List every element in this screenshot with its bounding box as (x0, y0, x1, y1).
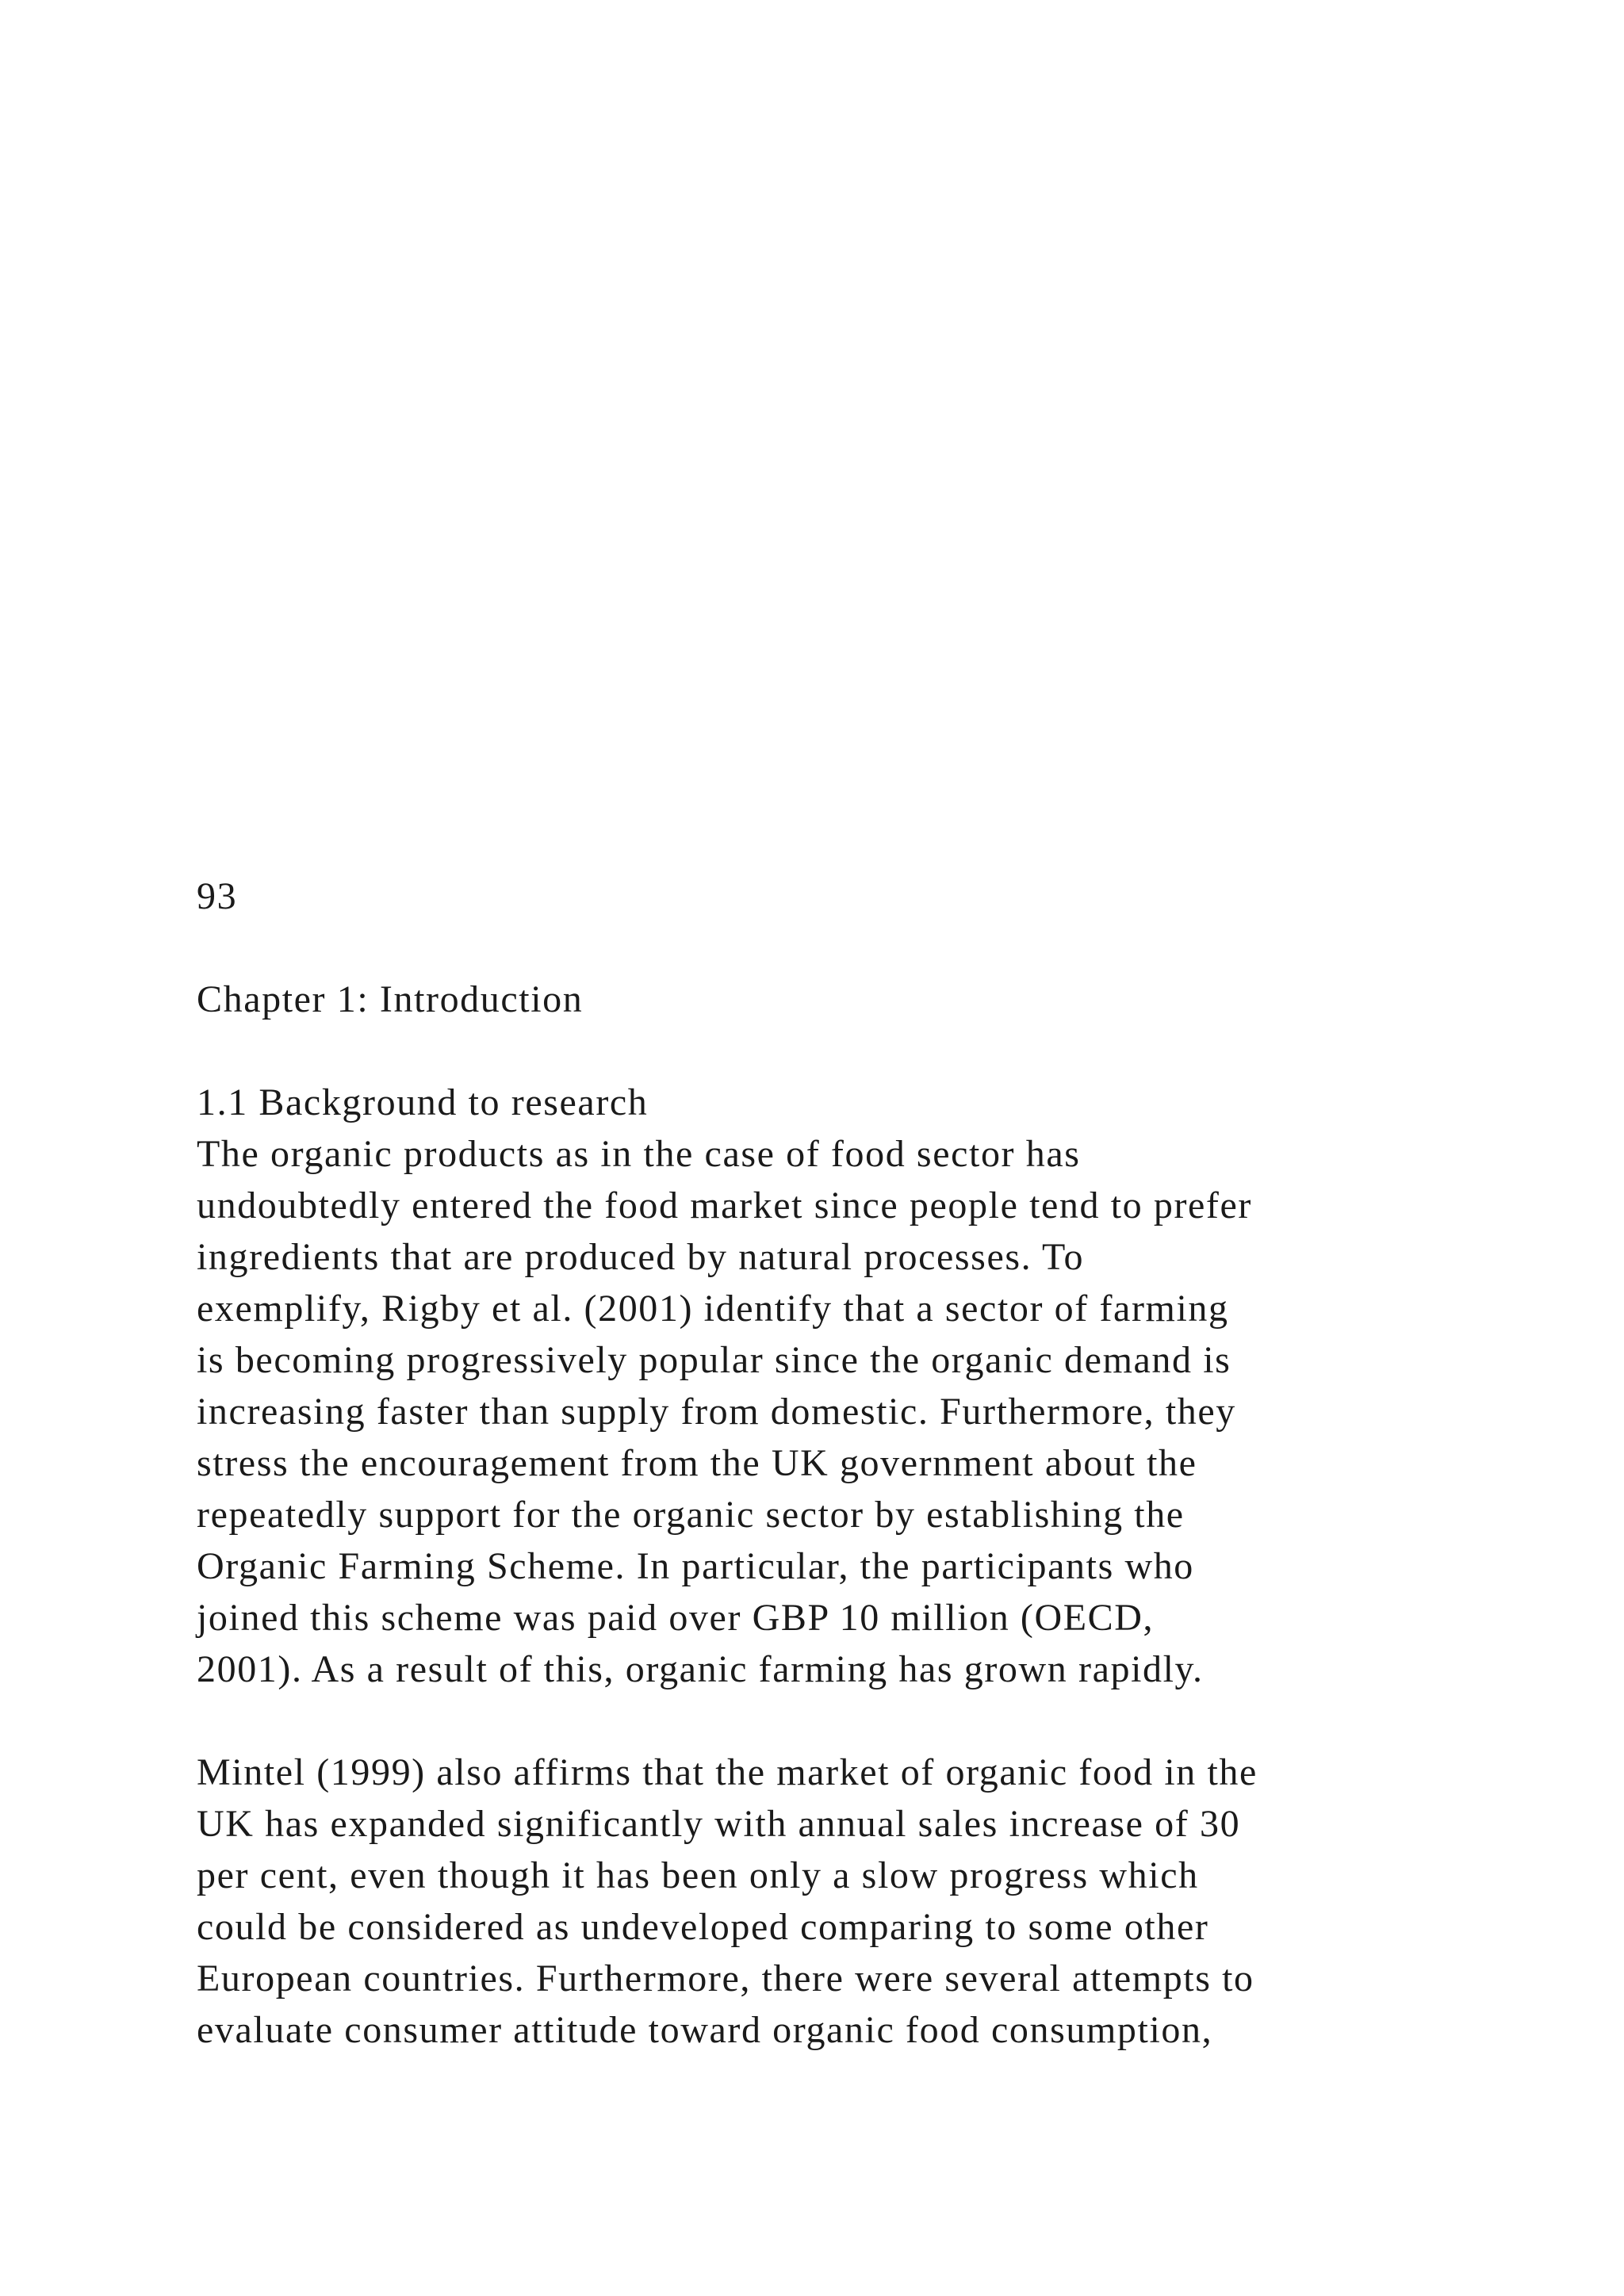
paragraph-1 (197, 1128, 1576, 1695)
page-body (197, 871, 1576, 2056)
paragraph-line: UK has expanded significantly with annual sales increase of 30 (197, 1803, 1241, 1845)
paragraph-line: joined this scheme was paid over GBP 10 million (OECD, (197, 1597, 1155, 1639)
paragraph-line: repeatedly support for the organic sector by establishing the (197, 1494, 1185, 1536)
paragraph-line: 2001). As a result of this, organic farming has grown rapidly. (197, 1648, 1204, 1690)
section-heading: 1.1 Background to research (197, 1081, 649, 1123)
chapter-heading: Chapter 1: Introduction (197, 978, 584, 1020)
paragraph-line: could be considered as undeveloped comparing to some other (197, 1906, 1209, 1948)
paragraph-line: ingredients that are produced by natural processes. To (197, 1236, 1085, 1278)
spacer (197, 1025, 1576, 1077)
paragraph-line: undoubtedly entered the food market since people tend to prefer (197, 1184, 1253, 1226)
paragraph-line: Mintel (1999) also affirms that the market of organic food in the (197, 1751, 1258, 1793)
paragraph-line: is becoming progressively popular since the organic demand is (197, 1339, 1231, 1381)
paragraph-line: European countries. Furthermore, there were several attempts to (197, 1957, 1254, 1999)
paragraph-line: Organic Farming Scheme. In particular, the participants who (197, 1545, 1194, 1587)
spacer (197, 922, 1576, 974)
paragraph-line: stress the encouragement from the UK government about the (197, 1442, 1197, 1484)
paragraph-2 (197, 1747, 1576, 2056)
spacer (197, 1695, 1576, 1747)
paragraph-line: exemplify, Rigby et al. (2001) identify that a sector of farming (197, 1288, 1229, 1330)
paragraph-line: per cent, even though it has been only a slow progress which (197, 1854, 1199, 1896)
paragraph-line: The organic products as in the case of food sector has (197, 1133, 1081, 1175)
paragraph-line: evaluate consumer attitude toward organic food consumption, (197, 2009, 1213, 2051)
paragraph-line: increasing faster than supply from domestic. Furthermore, they (197, 1391, 1236, 1433)
page-number: 93 (197, 875, 238, 917)
